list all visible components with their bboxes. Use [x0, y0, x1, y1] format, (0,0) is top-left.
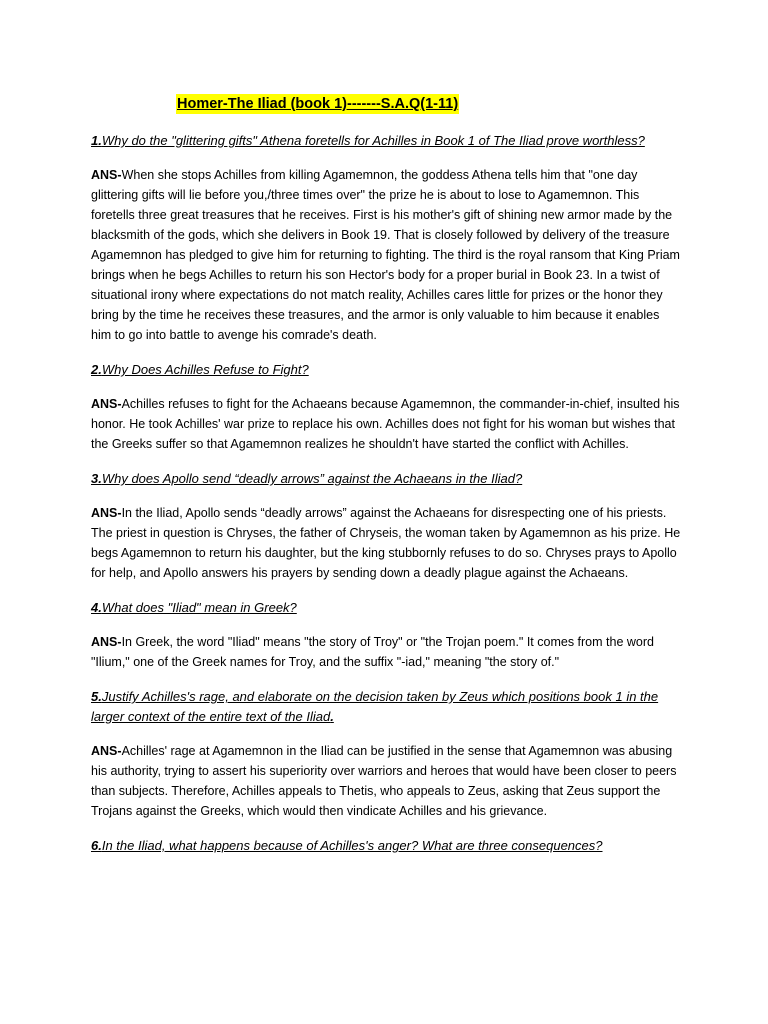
question-text: Why does Apollo send “deadly arrows” against the Achaeans in the Iliad? [101, 471, 523, 486]
question-text: Why Does Achilles Refuse to Fight? [101, 362, 309, 377]
answer-2 [91, 394, 681, 454]
answer-label: ANS- [91, 506, 122, 520]
question-number: 1. [91, 133, 102, 148]
question-tail: . [330, 709, 334, 724]
answer-text: Achilles refuses to fight for the Achaeans because Agamemnon, the commander-in-chief, insulted his honor. He took Achilles' war prize to replace his own. Achilles does not fight for his woman but wishes that the Greeks suffer so that Agamemnon realizes he shouldn't have started the conflict with Achilles. [91, 397, 680, 451]
question-5 [91, 687, 681, 727]
answer-4 [91, 632, 681, 672]
answer-label: ANS- [91, 744, 122, 758]
question-4 [91, 598, 681, 618]
answer-text: In the Iliad, Apollo sends “deadly arrows” against the Achaeans for disrespecting one of his priests. The priest in question is Chryses, the father of Chryseis, the woman taken by Agamemnon as his prize. He begs Agamemnon to return his daughter, but the king stubbornly refuses to do so. Chryses prays to Apollo for help, and Apollo answers his prayers by sending down a deadly plague against the Achaeans. [91, 506, 681, 580]
answer-label: ANS- [91, 168, 122, 182]
question-number: 3. [91, 471, 102, 486]
question-text: What does "Iliad" mean in Greek? [101, 600, 297, 615]
answer-text: When she stops Achilles from killing Agamemnon, the goddess Athena tells him that "one day glittering gifts will lie before you,/three times over" the prize he is about to lose to Agamemnon. This foretells three great treasures that he receives. First is his mother's gift of shining new armor made by the blacksmith of the gods, which she delivers in Book 19. That is closely followed by delivery of the treasure Agamemnon has pledged to give him for returning to fighting. The third is the royal ransom that King Priam brings when he begs Achilles to return his son Hector's body for a proper burial in Book 23. In a twist of situational irony where expectations do not match reality, Achilles cares little for prizes or the honor they bring by the time he receives these treasures, and the armor is only valuable to him because it enables him to go into battle to avenge his comrade's death. [91, 168, 680, 342]
question-number: 4. [91, 600, 102, 615]
answer-5 [91, 741, 681, 821]
question-text: Justify Achilles's rage, and elaborate on the decision taken by Zeus which positions book 1 in the larger context of the entire text of the Iliad [91, 689, 659, 724]
answer-text: Achilles' rage at Agamemnon in the Iliad can be justified in the sense that Agamemnon was abusing his authority, trying to assert his superiority over warriors and heroes that would have been closer to peers than subjects. Therefore, Achilles appeals to Thetis, who appeals to Zeus, asking that Zeus support the Trojans against the Greeks, which would then vindicate Achilles and his grievance. [91, 744, 677, 818]
question-2 [91, 360, 681, 380]
question-number: 5. [91, 689, 102, 704]
page-title: Homer-The Iliad (book 1)-------S.A.Q(1-11) [177, 96, 459, 112]
question-number: 2. [91, 362, 102, 377]
question-6 [91, 836, 681, 856]
question-3 [91, 469, 681, 489]
answer-3 [91, 503, 681, 583]
answer-label: ANS- [91, 397, 122, 411]
answer-text: In Greek, the word "Iliad" means "the story of Troy" or "the Trojan poem." It comes from the word "Ilium," one of the Greek names for Troy, and the suffix "-iad," meaning "the story of." [91, 635, 654, 669]
question-text: Why do the "glittering gifts" Athena foretells for Achilles in Book 1 of The Iliad prove worthless? [101, 133, 645, 148]
question-1 [91, 131, 681, 151]
answer-label: ANS- [91, 635, 122, 649]
answer-1 [91, 165, 681, 345]
question-number: 6. [91, 838, 102, 853]
qa-list [91, 131, 681, 870]
question-text: In the Iliad, what happens because of Achilles's anger? What are three consequences? [101, 838, 603, 853]
